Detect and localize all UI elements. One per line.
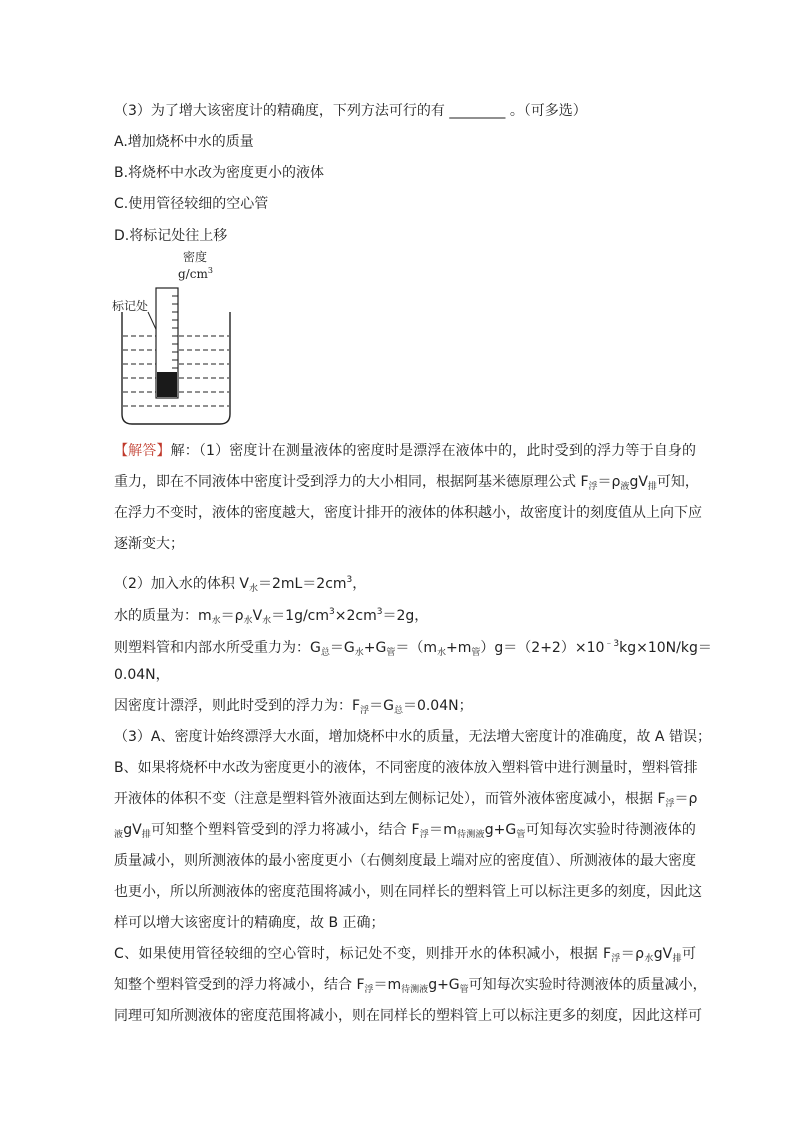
answer-line-12: 开液体的体积不变（注意是塑料管外液面达到左侧标记处），而管外液体密度减小，根据 $F_浮=\rho$ bbox=[114, 791, 698, 809]
unit-label: $g/cm^3$ bbox=[178, 266, 213, 281]
option-a: A.增加烧杯中水的质量 bbox=[114, 134, 254, 150]
answer-line-19: 同理可知所测液体的密度范围将减小，则在同样长的塑料管上可以标注更多的刻度，因此这样可 bbox=[114, 1008, 702, 1024]
tube-bottom-weight bbox=[157, 372, 177, 397]
answer-line-5: （2）加入水的体积 $V_水=2mL=2cm^3$， bbox=[114, 575, 367, 594]
answer-blank: ________ bbox=[449, 103, 506, 119]
answer-line-14: 质量减小，则所测液体的最小密度更小（右侧刻度最上端对应的密度值）、所测液体的最大密度 bbox=[114, 853, 696, 869]
answer-line-7: 则塑料管和内部水所受重力为：$G_总=G_水+G_管=(m_水+m_管)g=(2+2)\times 10^{﹣3}kg\times 10N/kg=$ bbox=[114, 639, 712, 658]
answer-line-4: 逐渐变大； bbox=[114, 536, 184, 552]
answer-line-13: $_液gV_排$可知整个塑料管受到的浮力将减小，结合 $F_浮=m_{待测液}g+G_管$可知每次实验时待测液体的 bbox=[114, 822, 696, 840]
answer-line-16: 样可以增大该密度计的精确度，故 B 正确； bbox=[114, 915, 385, 931]
answer-line-3: 在浮力不变时，液体的密度越大，密度计排开的液体的体积越小，故密度计的刻度值从上向下应 bbox=[114, 505, 702, 521]
answer-line-9: 因密度计漂浮，则此时受到的浮力为：$F_浮=G_总=0.04N$； bbox=[114, 698, 473, 716]
answer-line-8: 0.04N， bbox=[114, 667, 170, 683]
answer-line-17: C、如果使用管径较细的空心管时，标记处不变，则排开水的体积减小，根据 $F_浮=\rho_水gV_排$可 bbox=[114, 946, 696, 964]
answer-line-11: B、如果将烧杯中水改为密度更小的液体，不同密度的液体放入塑料管中进行测量时，塑料管排 bbox=[114, 760, 698, 776]
question-stem: （3）为了增大该密度计的精确度，下列方法可行的有 ________ 。（可多选） bbox=[114, 103, 587, 119]
option-c: C.使用管径较细的空心管 bbox=[114, 196, 269, 212]
option-d: D.将标记处往上移 bbox=[114, 228, 228, 244]
option-b: B.将烧杯中水改为密度更小的液体 bbox=[114, 165, 325, 181]
answer-line-10: （3）A、密度计始终漂浮大水面，增加烧杯中水的质量，无法增大密度计的准确度，故 A 错误； bbox=[114, 729, 711, 745]
answer-line-15: 也更小，所以所测液体的密度范围将减小，则在同样长的塑料管上可以标注更多的刻度，因此这 bbox=[114, 884, 702, 900]
answer-line-1: 【解答】解：（1）密度计在测量液体的密度时是漂浮在液体中的，此时受到的浮力等于自身的 bbox=[114, 443, 697, 459]
hydrometer-figure bbox=[108, 246, 244, 432]
answer-line-18: 知整个塑料管受到的浮力将减小，结合 $F_浮=m_{待测液}g+G_管$可知每次实验时待测液体的质量减小， bbox=[114, 977, 707, 995]
mark-label: 标记处 bbox=[112, 299, 149, 313]
density-label: 密度 bbox=[183, 250, 208, 264]
answer-line-2: 重力，即在不同液体中密度计受到浮力的大小相同，根据阿基米德原理公式 $F_浮=\rho_液gV_排$可知， bbox=[114, 474, 699, 492]
answer-tag: 【解答】 bbox=[114, 443, 171, 459]
answer-line-6: 水的质量为：$m_水=\rho_水V_水=1g/cm^3\times 2cm^3=2g$， bbox=[114, 607, 429, 626]
